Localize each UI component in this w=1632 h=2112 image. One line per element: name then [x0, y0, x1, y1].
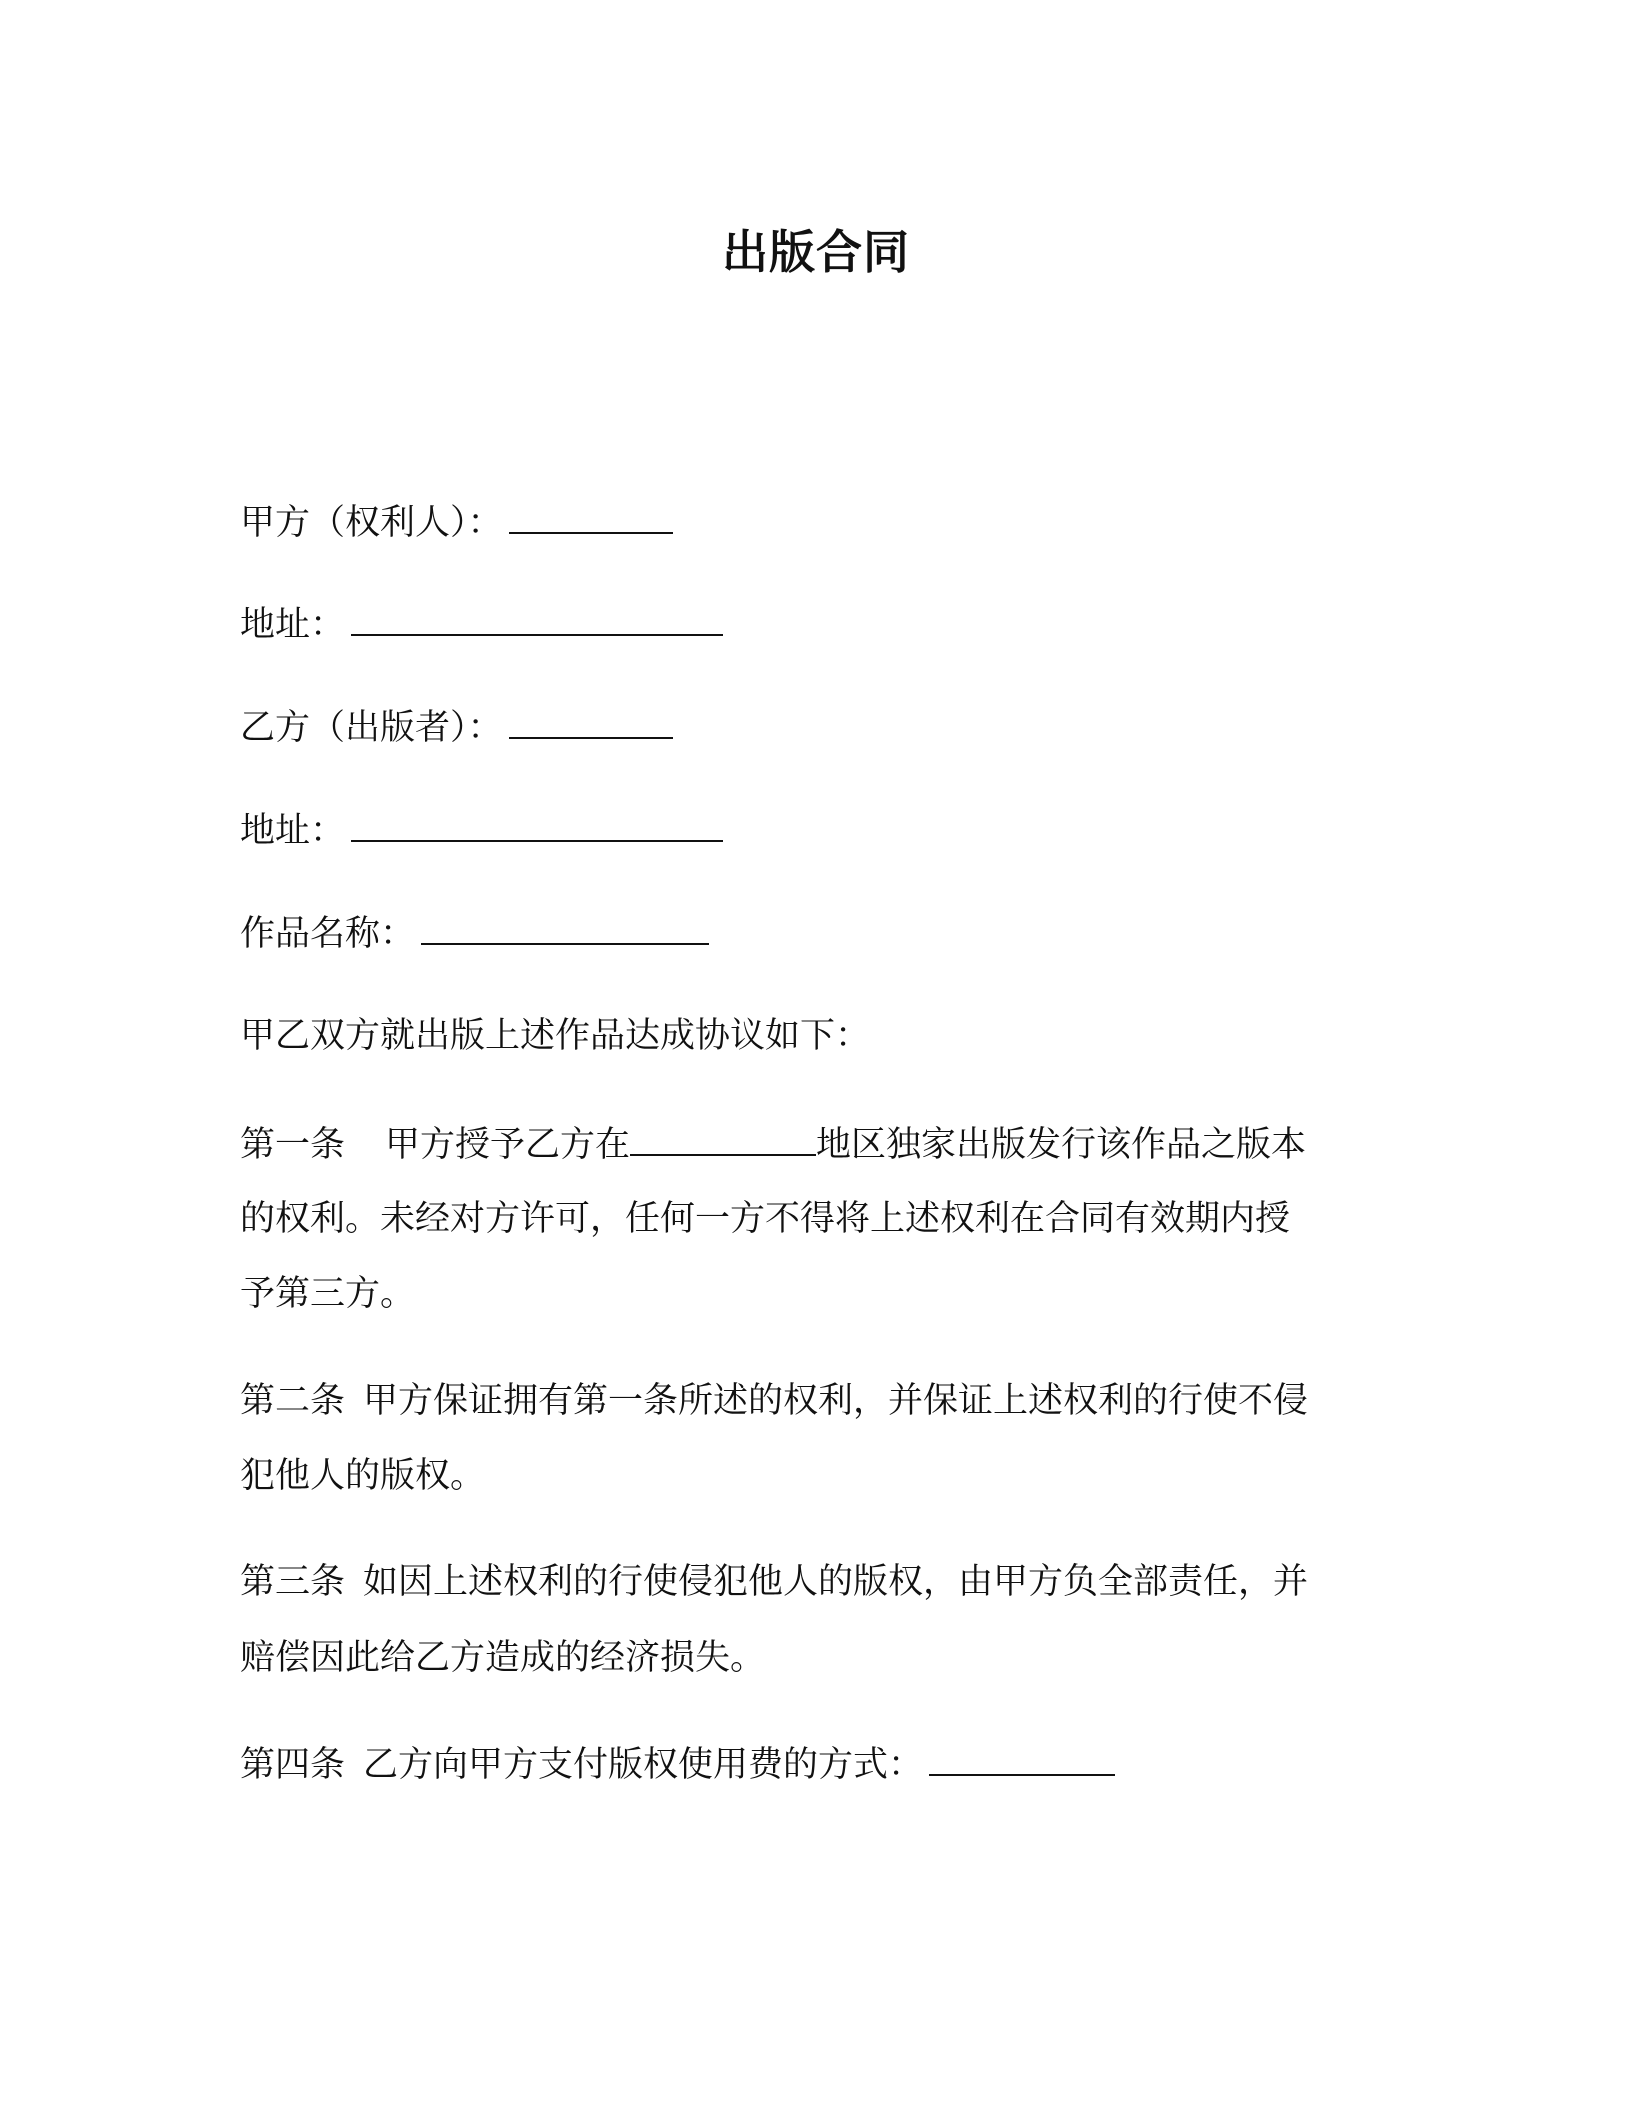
article-4-payment-blank — [929, 1740, 1115, 1776]
article-4-heading: 第四条 — [240, 1745, 346, 1785]
work-title-field — [240, 909, 709, 958]
party-a-blank — [509, 498, 673, 534]
work-title-label: 作品名称： — [240, 914, 416, 954]
address-field-2 — [240, 806, 723, 855]
address-blank-2 — [351, 806, 723, 842]
party-b-field — [240, 703, 673, 752]
article-2-line-1 — [240, 1377, 1308, 1425]
article-1-heading: 第一条 — [240, 1125, 346, 1165]
article-4-text-1: 乙方向甲方支付版权使用费的方式： — [363, 1745, 924, 1785]
article-1-line-2: 的权利。未经对方许可，任何一方不得将上述权利在合同有效期内授 — [240, 1199, 1291, 1239]
article-1-line-1 — [240, 1120, 1306, 1169]
address-field-1 — [240, 600, 723, 649]
article-4-line-1 — [240, 1740, 1115, 1789]
address-blank-1 — [351, 600, 723, 636]
article-1-line-3: 予第三方。 — [240, 1274, 416, 1314]
article-3-text-1: 如因上述权利的行使侵犯他人的版权，由甲方负全部责任，并 — [363, 1562, 1309, 1602]
article-1-text-part-1: 甲方授予乙方在 — [385, 1125, 631, 1165]
article-1-text-part-2: 地区独家出版发行该作品之版本 — [816, 1125, 1307, 1165]
party-b-label: 乙方（出版者）： — [240, 708, 503, 748]
party-b-blank — [509, 703, 673, 739]
article-2-line-2: 犯他人的版权。 — [240, 1456, 486, 1496]
address-label-1: 地址： — [240, 605, 346, 645]
work-title-blank — [421, 909, 709, 945]
article-2-text-1: 甲方保证拥有第一条所述的权利，并保证上述权利的行使不侵 — [363, 1381, 1309, 1421]
intro-text: 甲乙双方就出版上述作品达成协议如下： — [240, 1016, 871, 1056]
article-3-line-1 — [240, 1558, 1308, 1606]
party-a-label: 甲方（权利人）： — [240, 503, 503, 543]
article-1-region-blank — [630, 1120, 816, 1156]
party-a-field — [240, 498, 673, 547]
document-title: 出版合同 — [722, 225, 910, 279]
article-2-heading: 第二条 — [240, 1381, 346, 1421]
address-label-2: 地址： — [240, 811, 346, 851]
article-3-heading: 第三条 — [240, 1562, 346, 1602]
article-3-line-2: 赔偿因此给乙方造成的经济损失。 — [240, 1638, 766, 1678]
